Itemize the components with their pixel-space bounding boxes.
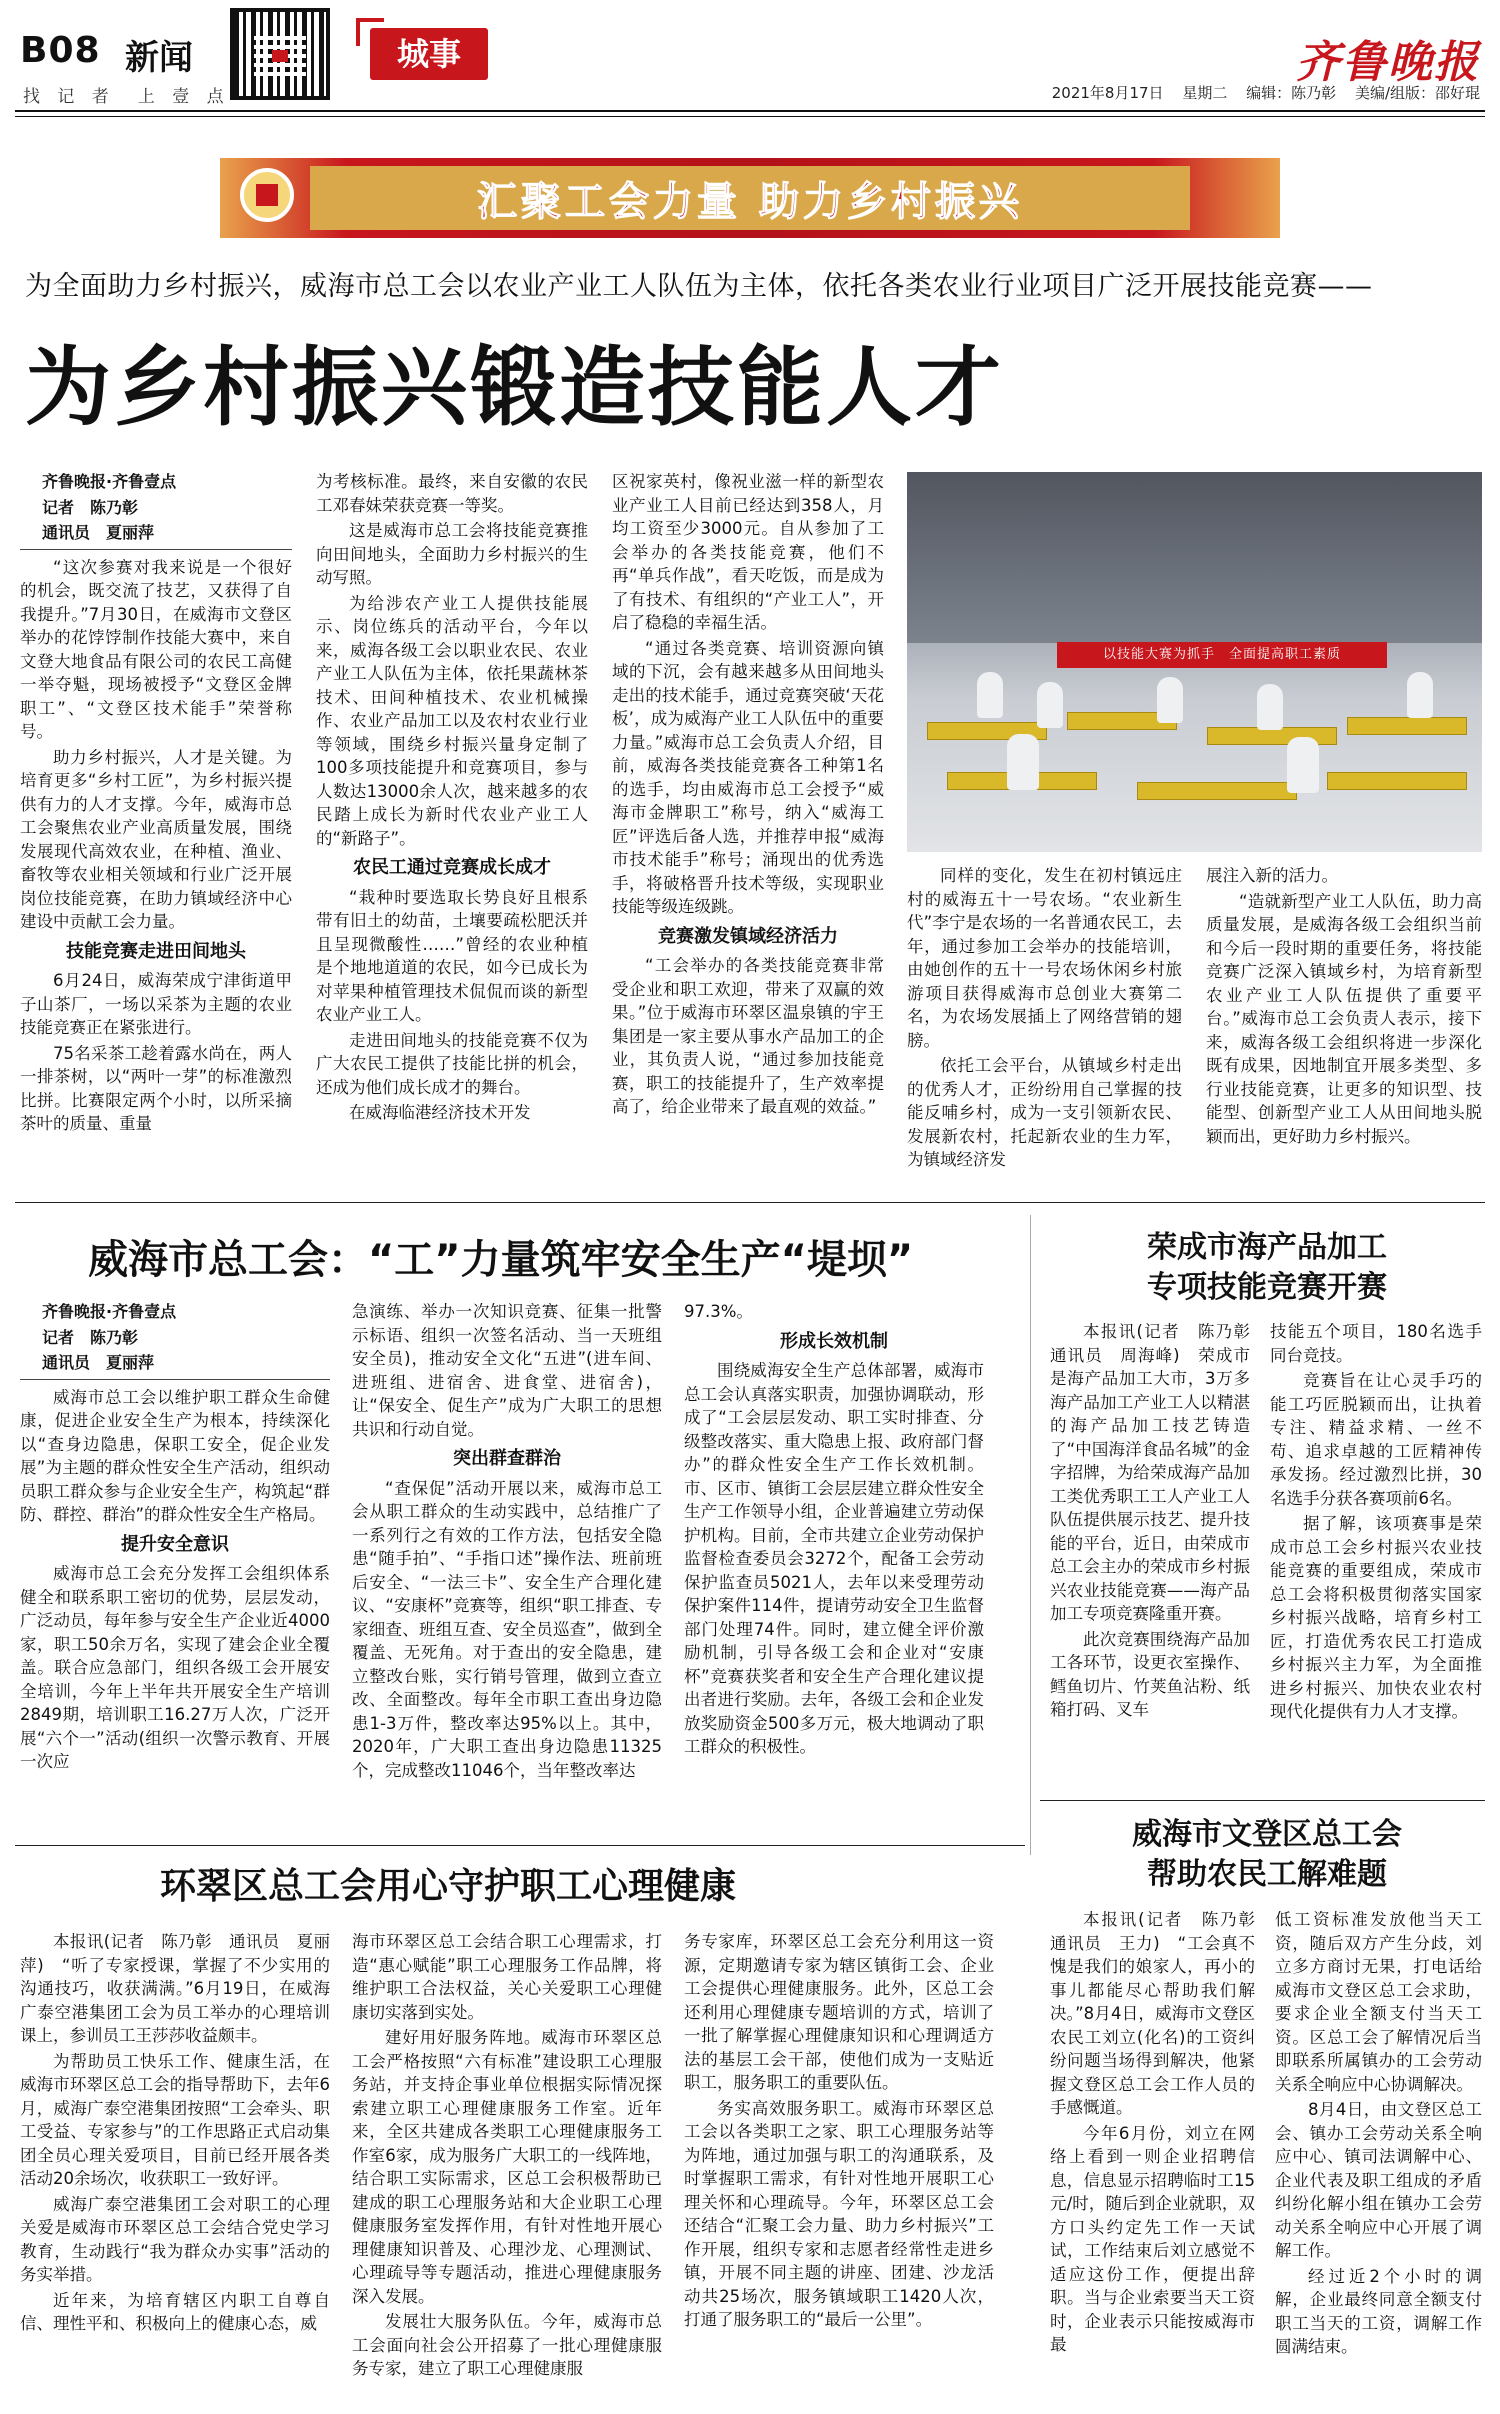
masthead	[15, 0, 1485, 110]
paragraph: 经过近2个小时的调解，企业最终同意全额支付职工当天的工资，调解工作圆满结束。	[1275, 2266, 1482, 2356]
paragraph: 低工资标准发放他当天工资，随后双方产生分歧，刘立多方商讨无果，打电话给威海市文登区总工会求助，要求企业全额支付当天工资。区总工会了解情况后当即联系所属镇办的工会劳动关系全响应中心协调解决。	[1275, 1910, 1482, 2094]
huancui-column-2	[352, 1930, 662, 2383]
weekday: 星期二	[1182, 84, 1228, 102]
dateline	[1038, 82, 1480, 103]
lead-column-3	[612, 470, 884, 1121]
wendeng-headline	[1052, 1815, 1482, 1895]
section-divider	[15, 1202, 1485, 1203]
newspaper-logo: 齐鲁晚报	[1296, 37, 1480, 88]
topic-banner	[220, 158, 1280, 238]
section-divider	[1040, 1800, 1485, 1801]
paragraph: 为给涉农产业工人提供技能展示、岗位练兵的活动平台，今年以来，威海各级工会以职业农民、农业产业工人队伍为主体，依托果蔬林茶技术、田间种植技术、农业机械操作、农业产品加工以及农村农业行业等领域，围绕乡村振兴量身定制了100多项技能提升和竞赛项目，参与人数达13000余人次，越来越多的农民踏上成长为新时代农业产业工人的“新路子”。	[316, 593, 588, 848]
section-divider	[15, 1845, 1025, 1846]
paragraph: 今年6月份，刘立在网络上看到一则企业招聘信息，信息显示招聘临时工15元/时，随后到企业就职，双方口头约定先工作一天试试，工作结束后刘立感觉不适应这份工作，便提出辞职。当与企业索要当天工资时，企业表示只能按威海市最	[1050, 2123, 1255, 2354]
safety-column-2	[352, 1300, 662, 1784]
paragraph: 务实高效服务职工。威海市环翠区总工会以各类职工之家、职工心理服务站等为阵地，通过加强与职工的沟通联系，及时掌握职工需求，有针对性地开展职工心理关怀和心理疏导。今年，环翠区总工会还结合“汇聚工会力量、助力乡村振兴”工作开展，组织专家和志愿者经常性走进乡镇，开展不同主题的讲座、团建、沙龙活动共25场次，服务镇域职工1420人次，打通了服务职工的“最后一公里”。	[684, 2098, 994, 2329]
lead-column-1	[20, 470, 292, 1138]
paragraph: 区祝家英村，像祝业滋一样的新型农业产业工人目前已经达到358人，月均工资至少3000元。自从参加了工会举办的各类技能竞赛，他们不再“单兵作战”，看天吃饭，而是成为了有技术、有组织的“产业工人”，开启了稳稳的幸福生活。	[612, 472, 884, 632]
byline-line: 齐鲁晚报·齐鲁壹点	[42, 472, 177, 491]
top-rule-thin	[15, 116, 1485, 117]
wendeng-column-2	[1275, 1908, 1482, 2361]
qr-code-icon	[230, 8, 330, 100]
byline-line: 通讯员 夏丽萍	[42, 523, 155, 542]
lead-column-4	[907, 864, 1182, 1174]
banner-title: 汇聚工会力量 助力乡村振兴	[477, 178, 1023, 225]
section-subhead: 技能竞赛走进田间地头	[66, 940, 246, 962]
byline-line: 齐鲁晚报·齐鲁壹点	[42, 1302, 177, 1321]
paragraph: 助力乡村振兴，人才是关键。为培育更多“乡村工匠”，为乡村振兴提供有力的人才支撑。今年，威海市总工会聚焦农业产业高质量发展，围绕发展现代高效农业，在种植、渔业、畜牧等农业相关领域和行业广泛开展岗位技能竞赛，在助力镇域经济中心建设中贡献工会力量。	[20, 747, 292, 931]
paragraph: 6月24日，威海荣成宁津街道甲子山茶厂，一场以采茶为主题的农业技能竞赛正在紧张进行。	[20, 971, 292, 1037]
column-divider	[1030, 1215, 1031, 1855]
paragraph: 走进田间地头的技能竞赛不仅为广大农民工提供了技能比拼的机会，还成为他们成长成才的舞台。	[316, 1030, 588, 1097]
byline-line: 记者 陈乃彰	[42, 497, 139, 517]
paragraph: 发展壮大服务队伍。今年，威海市总工会面向社会公开招募了一批心理健康服务专家，建立了职工心理健康服	[352, 2312, 662, 2378]
paragraph: 依托工会平台，从镇域乡村走出的优秀人才，正纷纷用自己掌握的技能反哺乡村，成为一支引领新农民、发展新农村，托起新农业的生力军，为镇域经济发	[907, 1056, 1182, 1169]
byline-line: 记者 陈乃彰	[42, 1327, 139, 1347]
paragraph: 务专家库，环翠区总工会充分利用这一资源，定期邀请专家为辖区镇街工会、企业工会提供心理健康服务。此外，区总工会还利用心理健康专题培训的方式，培训了一批了解掌握心理健康知识和心理调适方法的基层工会干部，使他们成为一支贴近职工，服务职工的重要队伍。	[684, 1932, 994, 2092]
factory-photo	[907, 472, 1482, 852]
paragraph: 近年来，为培育辖区内职工自尊自信、理性平和、积极向上的健康心态，威	[20, 2290, 330, 2333]
paragraph: “栽种时要选取长势良好且根系带有旧土的幼苗，土壤要疏松肥沃并且呈现微酸性……”曾经的农业种植是个地地道道的农民，如今已成长为对苹果种植管理技术侃侃而谈的新型农业产业工人。	[316, 887, 588, 1024]
wendeng-headline-line-2: 帮助农民工解难题	[1147, 1857, 1387, 1892]
page-number: B08	[20, 30, 101, 71]
huancui-column-1	[20, 1930, 330, 2338]
safety-column-3-body	[684, 1300, 984, 1761]
paragraph: “查保促”活动开展以来，威海市总工会从职工群众的生动实践中，总结推广了一系列行之有效的工作方法，包括安全隐患“随手拍”、“手指口述”操作法、班前班后安全、“一法三卡”、安全生产合理化建议、“安康杯”竞赛等，组织“职工排查、专家细查、班组互查、安全员巡查”，做到全覆盖、无死角。对于查出的安全隐患，建立整改台账，实行销号管理，做到立查立改、全面整改。每年全市职工查出身边隐患1-3万件，整改率达95%以上。其中，2020年，广大职工查出身边隐患11325个，完成整改11046个，当年整改率达	[352, 1478, 662, 1780]
paragraph: 建好用好服务阵地。威海市环翠区总工会严格按照“六有标准”建设职工心理服务站，并支持企事业单位根据实际情况探索建立职工心理健康服务工作室。近年来，全区共建成各类职工心理健康服务工作室6家，成为服务广大职工的一线阵地，结合职工实际需求，区总工会积极帮助已建成的职工心理服务站和大企业职工心理健康服务室发挥作用，有针对性地开展心理健康知识普及、心理沙龙、心理测试、心理疏导等专题活动，推进心理健康服务深入发展。	[352, 2028, 662, 2306]
wendeng-headline-line-1: 威海市文登区总工会	[1132, 1817, 1402, 1852]
paragraph: 展注入新的活力。	[1206, 866, 1338, 885]
rongcheng-headline-line-1: 荣成市海产品加工	[1147, 1230, 1387, 1265]
rongcheng-column-2	[1270, 1320, 1482, 1726]
paragraph: 同样的变化，发生在初村镇远庄村的威海五十一号农场。“农业新生代”李宁是农场的一名普通农民工，去年，通过参加工会举办的技能培训，由她创作的五十一号农场休闲乡村旅游项目获得威海市总创业大赛第二名，为农场发展插上了网络营销的翅膀。	[907, 866, 1182, 1050]
section-name: 新闻	[125, 38, 193, 78]
byline-rule	[20, 549, 292, 550]
huancui-column-3	[684, 1930, 994, 2334]
section-subhead: 形成长效机制	[780, 1330, 888, 1352]
paragraph: 竞赛旨在让心灵手巧的能工巧匠脱颖而出，让执着专注、精益求精、一丝不苟、追求卓越的工匠精神传承发扬。经过激烈比拼，30名选手分获各赛项前6名。	[1270, 1371, 1482, 1508]
paragraph: 为帮助员工快乐工作、健康生活，在威海市环翠区总工会的指导帮助下，去年6月，威海广泰空港集团按照“工会牵头、职工受益、专家参与”的工作思路正式启动集团全员心理关爱项目，目前已经开展各类活动20余场次，收获职工一致好评。	[20, 2051, 330, 2188]
slogan: 找 记 者 上 壹 点	[23, 87, 230, 107]
paragraph: 此次竞赛围绕海产品加工各环节，设更衣室操作、鳕鱼切片、竹荚鱼沾粉、纸箱打码、叉车	[1050, 1629, 1250, 1719]
photo-banner-text: 以技能大赛为抓手 全面提高职工素质	[1057, 642, 1387, 668]
section-subhead: 突出群查群治	[453, 1448, 561, 1469]
lead-subhead: 为全面助力乡村振兴，威海市总工会以农业产业工人队伍为主体，依托各类农业行业项目广泛开展技能竞赛——	[25, 271, 1373, 302]
category-tab: 城事	[370, 28, 488, 80]
rongcheng-headline-line-2: 专项技能竞赛开赛	[1147, 1270, 1387, 1305]
paragraph: 威海市总工会以维护职工群众生命健康，促进企业安全生产为根本，持续深化以“查身边隐患，保职工安全，促企业发展”为主题的群众性安全生产活动，组织动员职工群众参与企业安全生产，构筑起“群防、群控、群治”的群众性安全生产格局。	[20, 1387, 330, 1524]
paragraph: 75名采茶工趁着露水尚在，两人一排茶树，以“两叶一芽”的标准激烈比拼。比赛限定两个小时，以所采摘茶叶的质量、重量	[20, 1043, 292, 1133]
section-subhead: 提升安全意识	[121, 1533, 229, 1555]
paragraph: 技能五个项目，180名选手同台竞技。	[1270, 1322, 1482, 1365]
paragraph: 本报讯(记者 陈乃彰 通讯员 夏丽萍) “听了专家授课，掌握了不少实用的沟通技巧，收获满满。”6月19日，在威海广泰空港集团工会为员工举办的心理培训课上，参训员工王莎莎收益颇丰。	[20, 1932, 330, 2045]
paragraph: 海市环翠区总工会结合职工心理需求，打造“惠心赋能”职工心理服务工作品牌，将维护职工合法权益，关心关爱职工心理健康切实落到实处。	[352, 1932, 662, 2022]
paragraph: 威海广泰空港集团工会对职工的心理关爱是威海市环翠区总工会结合党史学习教育，生动践行“我为群众办实事”活动的务实举措。	[20, 2194, 330, 2284]
paragraph: 8月4日，由文登区总工会、镇办工会劳动关系全响应中心、镇司法调解中心、企业代表及职工组成的矛盾纠纷化解小组在镇办工会劳动关系全响应中心开展了调解工作。	[1275, 2100, 1482, 2260]
paragraph: 为考核标准。最终，来自安徽的农民工邓春妹荣获竞赛一等奖。	[316, 472, 588, 515]
safety-column-1	[20, 1300, 330, 1776]
paragraph: 这是威海市总工会将技能竞赛推向田间地头，全面助力乡村振兴的生动写照。	[316, 521, 588, 587]
rongcheng-headline	[1052, 1228, 1482, 1308]
section-subhead: 竞赛激发镇域经济活力	[658, 925, 838, 947]
union-emblem-icon	[240, 168, 294, 222]
top-rule	[15, 110, 1485, 112]
lead-column-5	[1206, 864, 1482, 1150]
section-subhead: 农民工通过竞赛成长成才	[353, 857, 551, 878]
date: 2021年8月17日	[1051, 84, 1164, 102]
huancui-headline: 环翠区总工会用心守护职工心理健康	[160, 1866, 737, 1907]
safety-headline: 威海市总工会：“工”力量筑牢安全生产“堤坝”	[88, 1237, 914, 1283]
paragraph: 围绕威海安全生产总体部署，威海市总工会认真落实职责，加强协调联动，形成了“工会层层发动、职工实时排查、分级整改落实、重大隐患上报、政府部门督办”的群众性安全生产工作长效机制。市、区市、镇街工会层层建立群众性安全生产工作领导小组，企业普遍建立劳动保护机构。目前，全市共建立企业劳动保护监督检查委员会3272个，配备工会劳动保护监查员5021人，去年以来受理劳动保护案件114件，提请劳动安全卫生监督部门处理74件。同时，建立健全评价激励机制，引导各级工会和企业对“安康杯”竞赛获奖者和安全生产合理化建议提出者进行奖励。去年，各级工会和企业发放奖励资金500多万元，极大地调动了职工群众的积极性。	[684, 1361, 984, 1756]
paragraph: 在威海临港经济技术开发	[349, 1103, 531, 1122]
paragraph: “这次参赛对我来说是一个很好的机会，既交流了技艺，又获得了自我提升。”7月30日，在威海市文登区举办的花饽饽制作技能大赛中，来自文登大地食品有限公司的农民工高健一举夺魁，现场被授予“文登区金牌职工”、“文登区技术能手”荣誉称号。	[20, 557, 292, 741]
lead-column-2	[316, 470, 588, 1127]
paragraph: 威海市总工会充分发挥工会组织体系健全和联系职工密切的优势，层层发动，广泛动员，每年参与安全生产企业近4000家，职工50余万名，实现了建会企业全覆盖。联合应急部门，组织各级工会开展安全培训，今年上半年共开展安全生产培训2849期，培训职工16.27万人次，广泛开展“六个一”活动(组织一次警示教育、开展一次应	[20, 1564, 330, 1771]
paragraph: 急演练、举办一次知识竞赛、征集一批警示标语、组织一次签名活动、当一天班组安全员)，推动安全文化“五进”(进车间、进班组、进宿舍、进食堂、进宿舍)，让“保安全、促生产”成为广大职工的思想共识和行动自觉。	[352, 1302, 662, 1439]
paragraph: 97.3%。	[684, 1302, 753, 1321]
editor: 编辑：陈乃彰	[1246, 84, 1337, 102]
wendeng-column-1	[1050, 1908, 1272, 2359]
designer: 美编/组版：邵好琨	[1354, 84, 1480, 102]
paragraph: “通过各类竞赛、培训资源向镇域的下沉，会有越来越多从田间地头走出的技术能手，通过竞赛突破‘天花板’，成为威海产业工人队伍中的重要力量。”威海市总工会负责人介绍，目前，威海各类技能竞赛各工种第1名的选手，均由威海市总工会授予“威海市金牌职工”称号，纳入“威海工匠”评选后备人选，并推荐申报“威海市技术能手”称号；涌现出的优秀选手，将破格晋升技术等级，实现职业技能等级连级跳。	[612, 638, 884, 916]
paragraph: 本报讯(记者 陈乃彰 通讯员 周海峰) 荣成市是海产品加工大市，3万多海产品加工产业工人以精湛的海产品加工技艺铸造了“中国海洋食品名城”的金字招牌，为给荣成海产品加工类优秀职工工人产业工人队伍提供展示技艺、提升技能的平台，近日，由荣成市总工会主办的荣成市乡村振兴农业技能竞赛——海产品加工专项竞赛隆重开赛。	[1050, 1322, 1267, 1623]
paragraph: “工会举办的各类技能竞赛非常受企业和职工欢迎，带来了双赢的效果。”位于威海市环翠区温泉镇的宇王集团是一家主要从事水产品加工的企业，其负责人说，“通过参加技能竞赛，职工的技能提升了，生产效率提高了，给企业带来了最直观的效益。”	[612, 956, 884, 1116]
paragraph: 据了解，该项赛事是荣成市总工会乡村振兴农业技能竞赛的重要组成，荣成市总工会将积极贯彻落实国家乡村振兴战略，培育乡村工匠，打造优秀农民工打造成乡村振兴主力军，为全面推进乡村振兴、加快农业农村现代化提供有力人才支撑。	[1270, 1514, 1482, 1721]
paragraph: 本报讯(记者 陈乃彰 通讯员 王力) “工会真不愧是我们的娘家人，再小的事儿都能尽心帮助我们解决。”8月4日，威海市文登区农民工刘立(化名)的工资纠纷问题当场得到解决，他紧握文登区总工会工作人员的手感慨道。	[1050, 1910, 1272, 2117]
paragraph: “造就新型产业工人队伍，助力高质量发展，是威海各级工会组织当前和今后一段时期的重要任务，将技能竞赛广泛深入镇域乡村，为培育新型农业产业工人队伍提供了重要平台。”威海市总工会负责人表示，接下来，威海各级工会组织将进一步深化既有成果，因地制宜开展多类型、多行业技能竞赛，让更多的知识型、技能型、创新型产业工人从田间地头脱颖而出，更好助力乡村振兴。	[1206, 891, 1482, 1146]
byline-line: 通讯员 夏丽萍	[42, 1353, 155, 1372]
rongcheng-column-1	[1050, 1320, 1267, 1724]
lead-headline: 为乡村振兴锻造技能人才	[25, 338, 1004, 438]
byline-rule	[20, 1379, 330, 1380]
